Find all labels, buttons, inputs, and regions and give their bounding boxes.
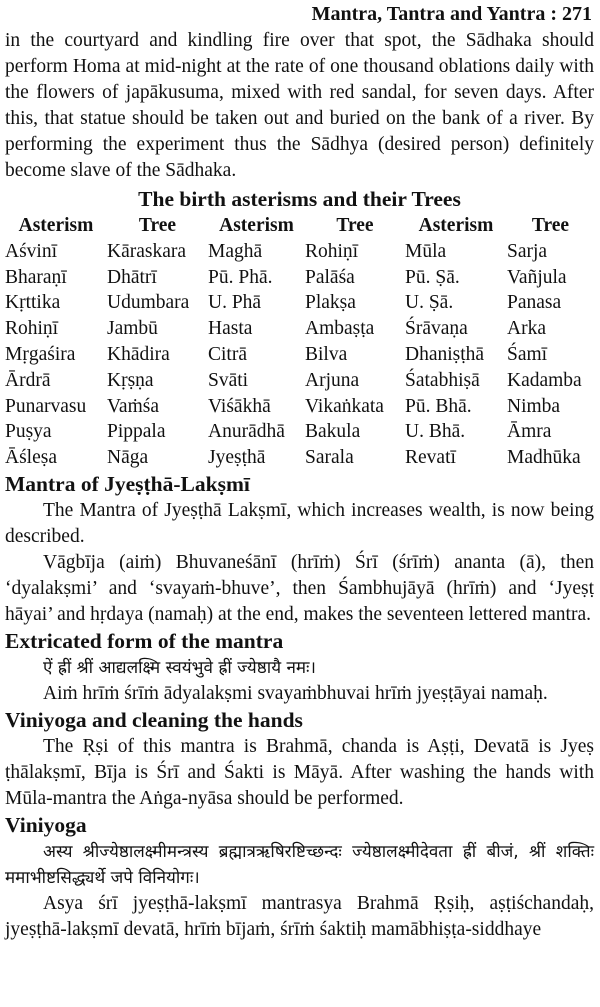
tree-cell: Jambū: [107, 318, 158, 340]
tree-cell: Bakula: [305, 421, 361, 443]
asterism-tree-table: [5, 213, 594, 471]
tree-cell: Arka: [507, 318, 546, 340]
tree-cell: Kadamba: [507, 369, 582, 391]
section: [5, 707, 594, 812]
section-heading: Viniyoga and cleaning the hands: [5, 707, 303, 732]
table-row: [5, 342, 594, 368]
tree-cell: Nimba: [507, 395, 561, 417]
table-row: [5, 316, 594, 342]
table-row: [5, 394, 594, 420]
asterism-cell: Hasta: [208, 318, 253, 340]
tree-cell: Plakṣa: [305, 292, 356, 314]
sections: [5, 471, 594, 943]
tree-cell: Āmra: [507, 421, 552, 443]
tree-cell: Bilva: [305, 343, 348, 365]
asterism-cell: Revatī: [405, 447, 456, 469]
asterism-cell: Ārdrā: [5, 369, 51, 391]
asterism-cell: U. Ṣā.: [405, 292, 454, 314]
asterism-cell: Punarvasu: [5, 395, 87, 417]
paragraph: Aiṁ hrīṁ śrīṁ ādyalakṣmi svayaṁbhuvai hrīṁ jyeṣṭāyai namaḥ.: [43, 682, 548, 704]
tree-cell: Kāraskara: [107, 240, 187, 262]
section-heading: Viniyoga: [5, 812, 87, 837]
section-heading: Mantra of Jyeṣṭhā-Lakṣmī: [5, 471, 250, 496]
running-head: Mantra, Tantra and Yantra : 271: [311, 3, 592, 25]
tree-cell: Arjuna: [305, 369, 360, 391]
asterism-cell: Jyeṣṭhā: [208, 447, 266, 469]
asterism-cell: U. Bhā.: [405, 421, 466, 443]
table-title: The birth asterisms and their Trees: [138, 187, 461, 211]
tree-cell: Palāśa: [305, 266, 355, 288]
tree-cell: Panasa: [507, 292, 562, 314]
intro-paragraph: in the courtyard and kindling fire over that spot, the Sādhaka should perform Homa at mid-night at the rate of one thousand oblations daily with the flowers of japākusuma, mixed with red sandal, for seven days. After this, that statue should be taken out and buried on the bank of a river. By performing the experiment thus the Sādhya (desired person) definitely become slave of the Sādhaka.: [5, 30, 594, 181]
asterism-cell: Mṛgaśira: [5, 343, 76, 365]
tree-cell: Pippala: [107, 421, 166, 443]
asterism-cell: Śatabhiṣā: [405, 369, 480, 391]
table-row: [5, 290, 594, 316]
asterism-cell: Kṛttika: [5, 292, 61, 314]
paragraph: Asya śrī jyeṣṭhā-lakṣmī mantrasya Brahmā Ṛṣiḥ, aṣṭiśchandaḥ, jyeṣṭhā-lakṣmī devatā, hrīṁ bījaṁ, śrīṁ śaktiḥ mamābhiṣṭa-siddhaye: [5, 892, 594, 940]
section-heading: Extricated form of the mantra: [5, 628, 284, 653]
asterism-cell: Viśākhā: [208, 395, 271, 417]
asterism-cell: Anurādhā: [208, 421, 285, 443]
devanagari-verse: ऐं ह्रीं श्रीं आद्यलक्ष्मि स्वयंभुवे ह्रीं ज्येष्ठायै नमः।: [43, 657, 316, 678]
asterism-cell: Citrā: [208, 343, 247, 365]
tree-cell: Madhūka: [507, 447, 581, 469]
table-row: [5, 368, 594, 394]
asterism-cell: Āśleṣa: [5, 447, 57, 469]
paragraph: Vāgbīja (aiṁ) Bhuvaneśānī (hrīṁ) Śrī (śrīṁ) ananta (ā), then ‘dyalakṣmi’ and ‘svayaṁ-bhuve’, then Śambhujāyā (hrīṁ) and ‘Jyeṣṭ hāyai’ and hṛdaya (namaḥ) at the end, makes the seventeen lettered mantra.: [5, 551, 594, 625]
table-row: [5, 445, 594, 471]
table-row: [5, 265, 594, 291]
section: [5, 628, 594, 707]
table-header-row: [5, 213, 594, 239]
devanagari-verse: अस्य श्रीज्येष्ठालक्ष्मीमन्त्रस्य ब्रह्मात्रऋषिरष्टिच्छन्दः ज्येष्ठालक्ष्मीदेवता ह्रीं बीजं, श्रीं शक्तिः ममाभीष्टसिद्ध्यर्थे जपे विनियोगः।: [5, 841, 594, 888]
asterism-cell: Rohiṇī: [5, 318, 59, 340]
asterism-cell: Pū. Bhā.: [405, 395, 472, 417]
asterism-cell: Dhaniṣṭhā: [405, 343, 485, 365]
paragraph: The Mantra of Jyeṣṭhā Lakṣmī, which increases wealth, is now being described.: [5, 499, 594, 547]
tree-cell: Rohiṇī: [305, 240, 359, 262]
tree-cell: Vikaṅkata: [305, 395, 384, 417]
column-header: Tree: [336, 215, 374, 236]
asterism-cell: Maghā: [208, 240, 263, 262]
tree-cell: Khādira: [107, 343, 170, 365]
asterism-cell: U. Phā: [208, 292, 262, 314]
tree-cell: Sarja: [507, 240, 548, 262]
tree-cell: Śamī: [507, 343, 548, 365]
asterism-cell: Mūla: [405, 240, 447, 262]
table-row: [5, 239, 594, 265]
tree-cell: Vañjula: [507, 266, 567, 288]
section: [5, 812, 594, 943]
asterism-cell: Pū. Phā.: [208, 266, 273, 288]
column-header: Asterism: [418, 215, 494, 236]
asterism-cell: Pū. Ṣā.: [405, 266, 460, 288]
column-header: Tree: [138, 215, 177, 236]
tree-cell: Vaṁśa: [107, 395, 159, 417]
tree-cell: Sarala: [305, 447, 354, 469]
tree-cell: Ambaṣṭa: [305, 318, 375, 340]
table-row: [5, 419, 594, 445]
asterism-cell: Bharaṇī: [5, 266, 67, 288]
tree-cell: Kṛṣṇa: [107, 369, 154, 391]
asterism-cell: Aśvinī: [5, 240, 58, 262]
asterism-cell: Śrāvaṇa: [405, 318, 468, 340]
tree-cell: Nāga: [107, 447, 149, 469]
paragraph: The Ṛṣi of this mantra is Brahmā, chanda is Aṣṭi, Devatā is Jyeṣ ṭhālakṣmī, Bīja is Śrī and Śakti is Māyā. After washing the hands with Mūla-mantra the Aṅga-nyāsa should be performed.: [5, 735, 594, 809]
asterism-cell: Puṣya: [5, 421, 52, 443]
column-header: Asterism: [219, 215, 294, 236]
column-header: Asterism: [18, 215, 94, 236]
section: [5, 471, 594, 628]
tree-cell: Udumbara: [107, 292, 190, 314]
tree-cell: Dhātrī: [107, 266, 157, 288]
column-header: Tree: [531, 215, 570, 236]
asterism-cell: Svāti: [208, 369, 249, 391]
